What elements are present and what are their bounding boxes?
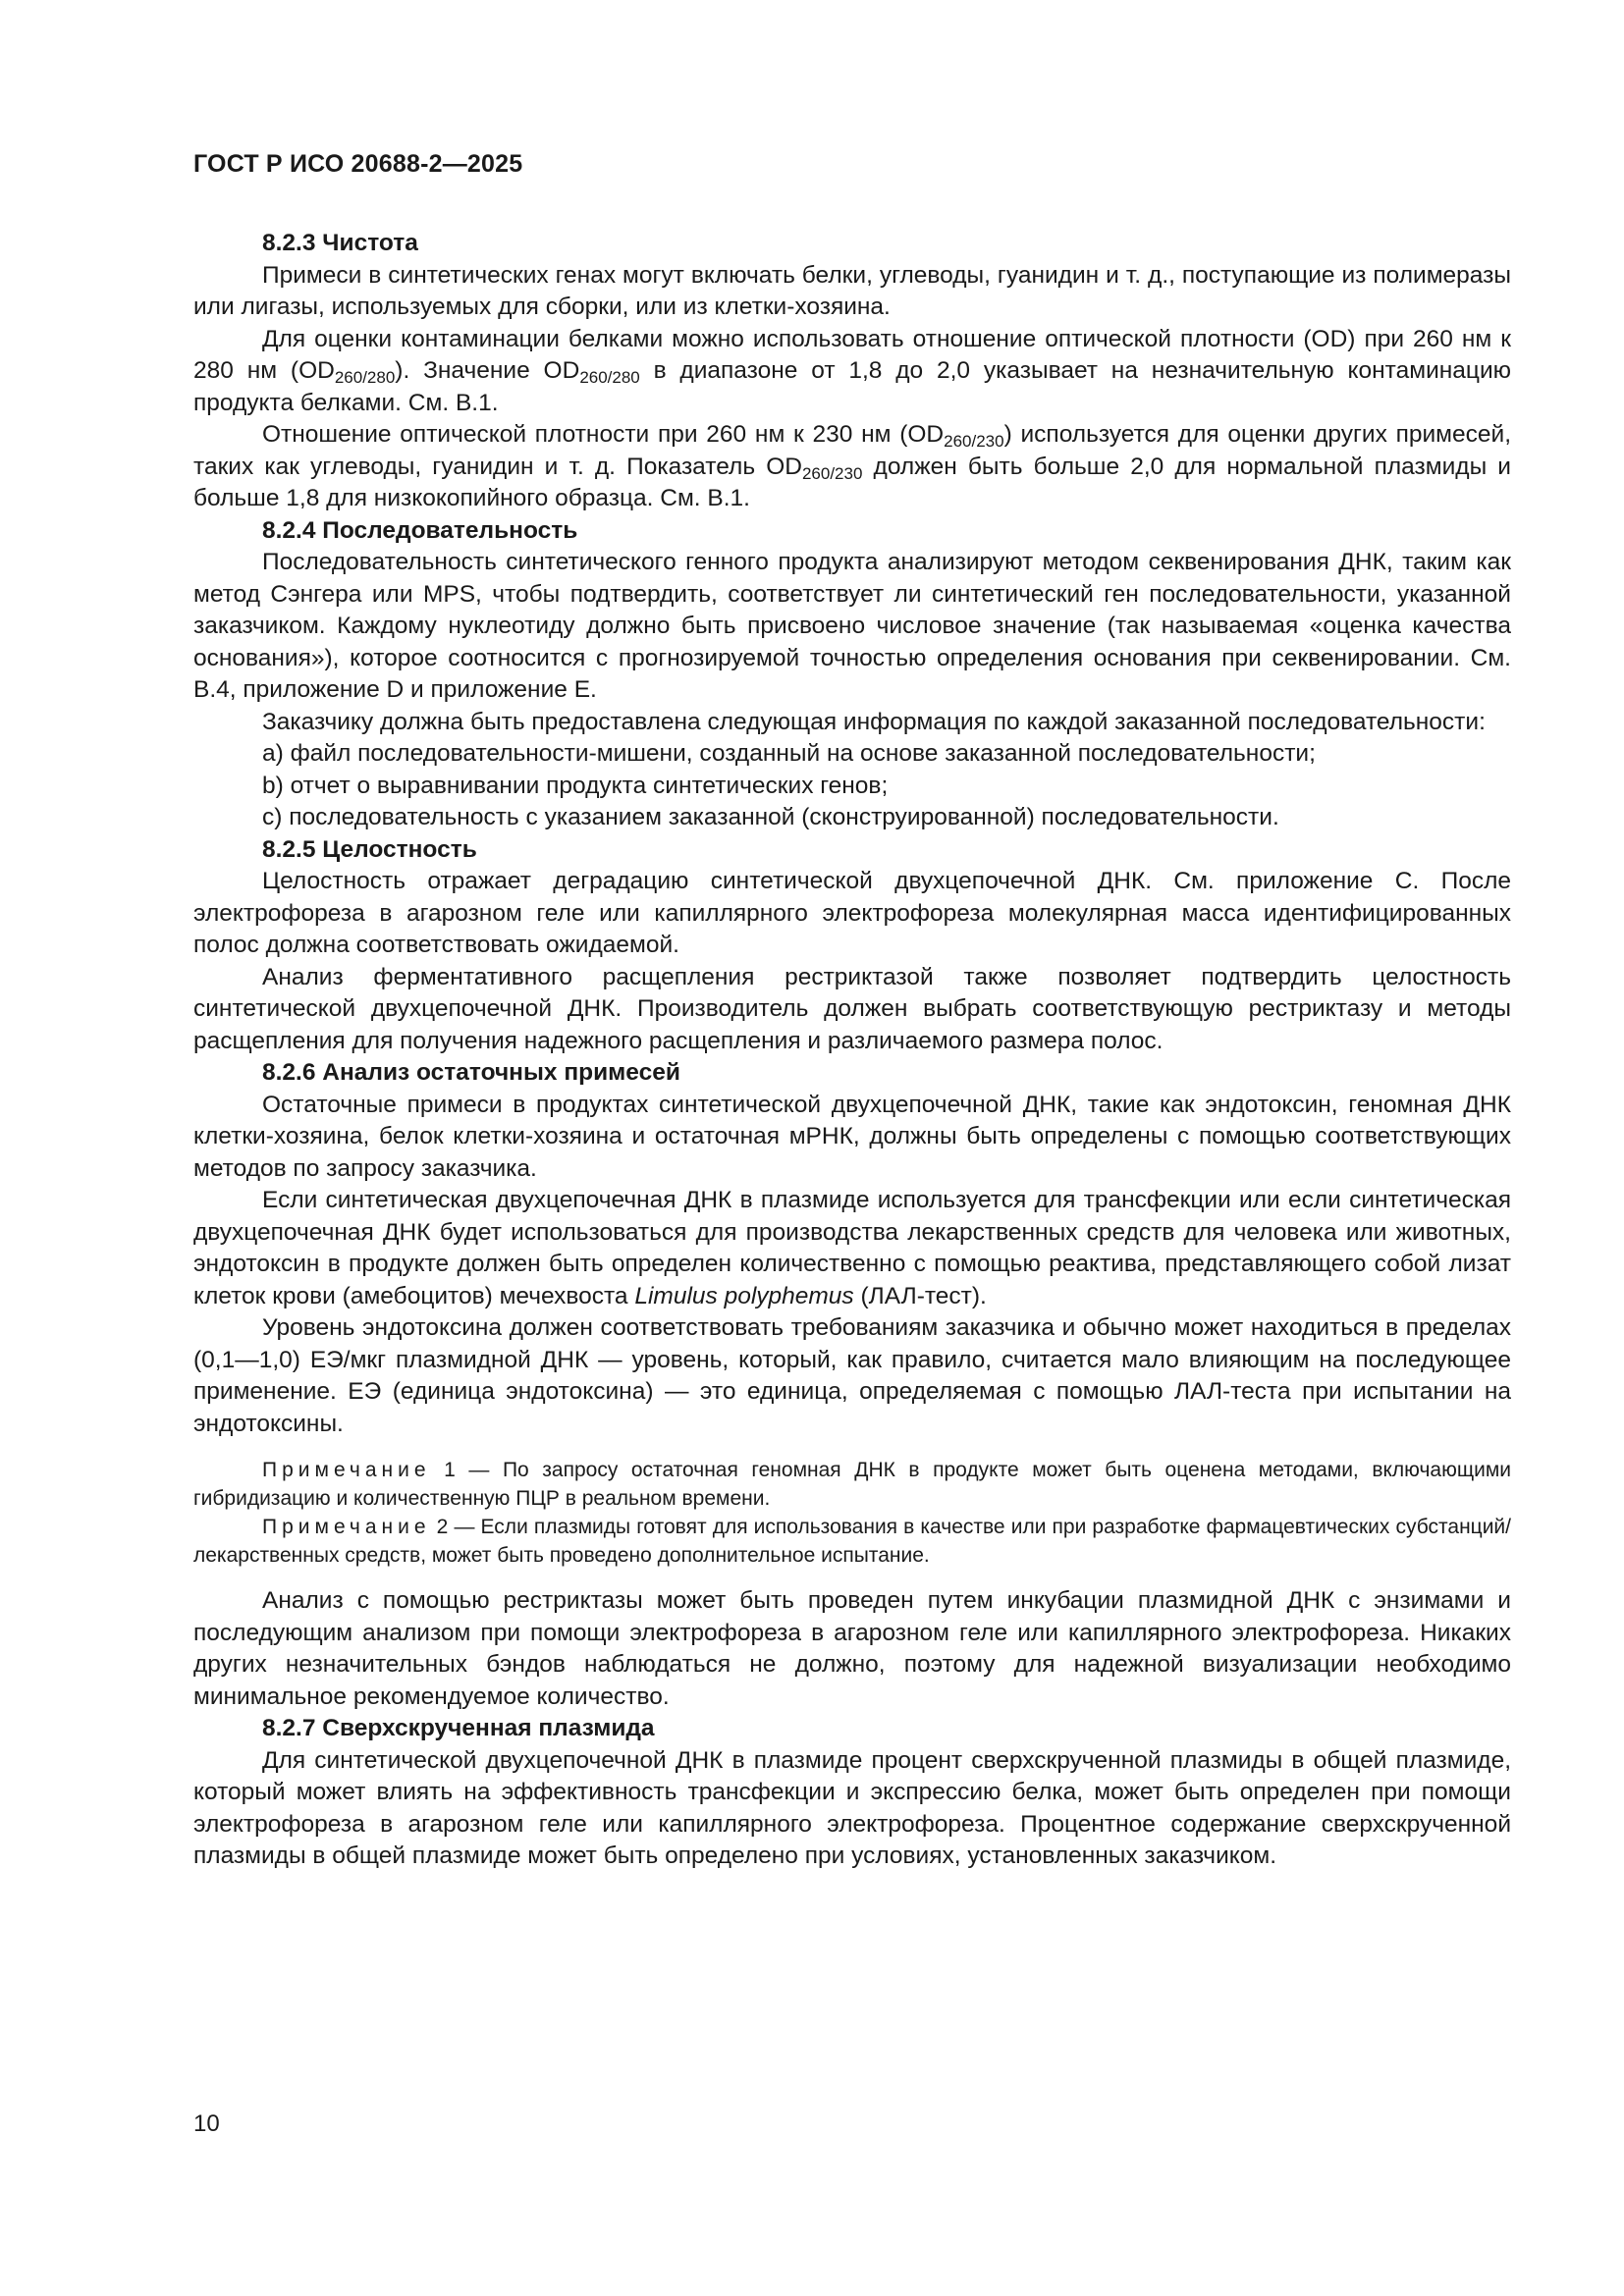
page-number: 10 [193, 2110, 220, 2137]
notes-block [193, 1456, 1511, 1570]
section-title-8-2-6: 8.2.6 Анализ остаточных примесей [262, 1059, 680, 1086]
section-title-8-2-3: 8.2.3 Чистота [262, 230, 418, 256]
paragraph: Анализ с помощью рестриктазы может быть проведен путем инкубации плазмидной ДНК с энзимами и последующим анализом при помощи электрофореза в агарозном геле или капиллярного электрофореза. Никаких других незначительных бэндов наблюдаться не должно, поэтому для надежной визуализации необходимо минимальное рекомендуемое количество. [193, 1587, 1511, 1710]
document-header: ГОСТ Р ИСО 20688-2—2025 [193, 150, 523, 178]
paragraph: Для синтетической двухцепочечной ДНК в плазмиде процент сверхскрученной плазмиды в общей плазмиде, который может влиять на эффективность трансфекции и экспрессию белка, может быть определен при помощи электрофореза в агарозном геле или капиллярного электрофореза. Процентное содержание сверхскрученной плазмиды в общей плазмиде может быть определено при условиях, установленных заказчиком. [193, 1746, 1511, 1869]
note-1: Примечание 1 — По запросу остаточная геномная ДНК в продукте может быть оценена методами, включающими гибридизацию и количественную ПЦР в реальном времени. [193, 1459, 1511, 1510]
list-item: a) файл последовательности-мишени, созданный на основе заказанной последовательности; [262, 740, 1316, 767]
list-item: c) последовательность с указанием заказанной (сконструированной) последовательности. [262, 804, 1279, 830]
paragraph: Заказчику должна быть предоставлена следующая информация по каждой заказанной последовательности: [262, 708, 1486, 735]
section-title-8-2-7: 8.2.7 Сверхскрученная плазмида [262, 1715, 655, 1741]
paragraph: Отношение оптической плотности при 260 нм к 230 нм $(OD_{260/230})$ используется для оценки других примесей, таких как углеводы, гуанидин и т. д. Показатель $OD_{260/230}$ должен быть больше 2,0 для нормальной плазмиды и больше 1,8 для низкокопийного образца. См. B.1. [193, 421, 1511, 511]
section-title-8-2-4: 8.2.4 Последовательность [262, 516, 578, 544]
paragraph: Если синтетическая двухцепочечная ДНК в плазмиде используется для трансфекции или если синтетическая двухцепочечная ДНК будет использоваться для производства лекарственных средств для человека или животных, эндотоксин в продукте должен быть определен количественно с помощью реактива, представляющего собой лизат клеток крови (амебоцитов) мечехвоста Limulus polyphemus (ЛАЛ-тест). [193, 1187, 1511, 1309]
paragraph: Последовательность синтетического генного продукта анализируют методом секвенирования ДНК, таким как метод Сэнгера или MPS, чтобы подтвердить, соответствует ли синтетический ген последовательности, указанной заказчиком. Каждому нуклеотиду должно быть присвоено числовое значение (так называемая «оценка качества основания»), которое соотносится с прогнозируемой точностью определения основания при секвенировании. См. B.4, приложение D и приложение E. [193, 549, 1511, 703]
paragraph: Анализ ферментативного расщепления рестриктазой также позволяет подтвердить целостность синтетической двухцепочечной ДНК. Производитель должен выбрать соответствующую рестриктазу и методы расщепления для получения надежного расщепления и различаемого размера полос. [193, 963, 1511, 1054]
paragraph: Остаточные примеси в продуктах синтетической двухцепочечной ДНК, такие как эндотоксин, геномная ДНК клетки-хозяина, белок клетки-хозяина и остаточная мРНК, должны быть определены с помощью соответствующих методов по запросу заказчика. [193, 1091, 1511, 1182]
note-2: Примечание 2 — Если плазмиды готовят для использования в качестве или при разработке фармацевтических субстанций/лекарственных средств, может быть проведено дополнительное испытание. [193, 1516, 1511, 1567]
paragraph: Уровень эндотоксина должен соответствовать требованиям заказчика и обычно может находиться в пределах (0,1—1,0) ЕЭ/мкг плазмидной ДНК — уровень, который, как правило, считается мало влияющим на последующее применение. ЕЭ (единица эндотоксина) — это единица, определяемая с помощью ЛАЛ-теста при испытании на эндотоксины. [193, 1314, 1511, 1437]
list-item: b) отчет о выравнивании продукта синтетических генов; [262, 772, 889, 799]
paragraph: Примеси в синтетических генах могут включать белки, углеводы, гуанидин и т. д., поступающие из полимеразы или лигазы, используемых для сборки, или из клетки-хозяина. [193, 261, 1511, 320]
document-body [193, 228, 1511, 1873]
paragraph: Для оценки контаминации белками можно использовать отношение оптической плотности (OD) при 260 нм к 280 нм $(OD_{260/280})$. Значение $OD_{260/280}$ в диапазоне от 1,8 до 2,0 указывает на незначительную контаминацию продукта белками. См. B.1. [193, 325, 1512, 416]
section-title-8-2-5: 8.2.5 Целостность [262, 835, 477, 863]
paragraph: Целостность отражает деградацию синтетической двухцепочечной ДНК. См. приложение C. После электрофореза в агарозном геле или капиллярного электрофореза молекулярная масса идентифицированных полос должна соответствовать ожидаемой. [193, 868, 1511, 958]
